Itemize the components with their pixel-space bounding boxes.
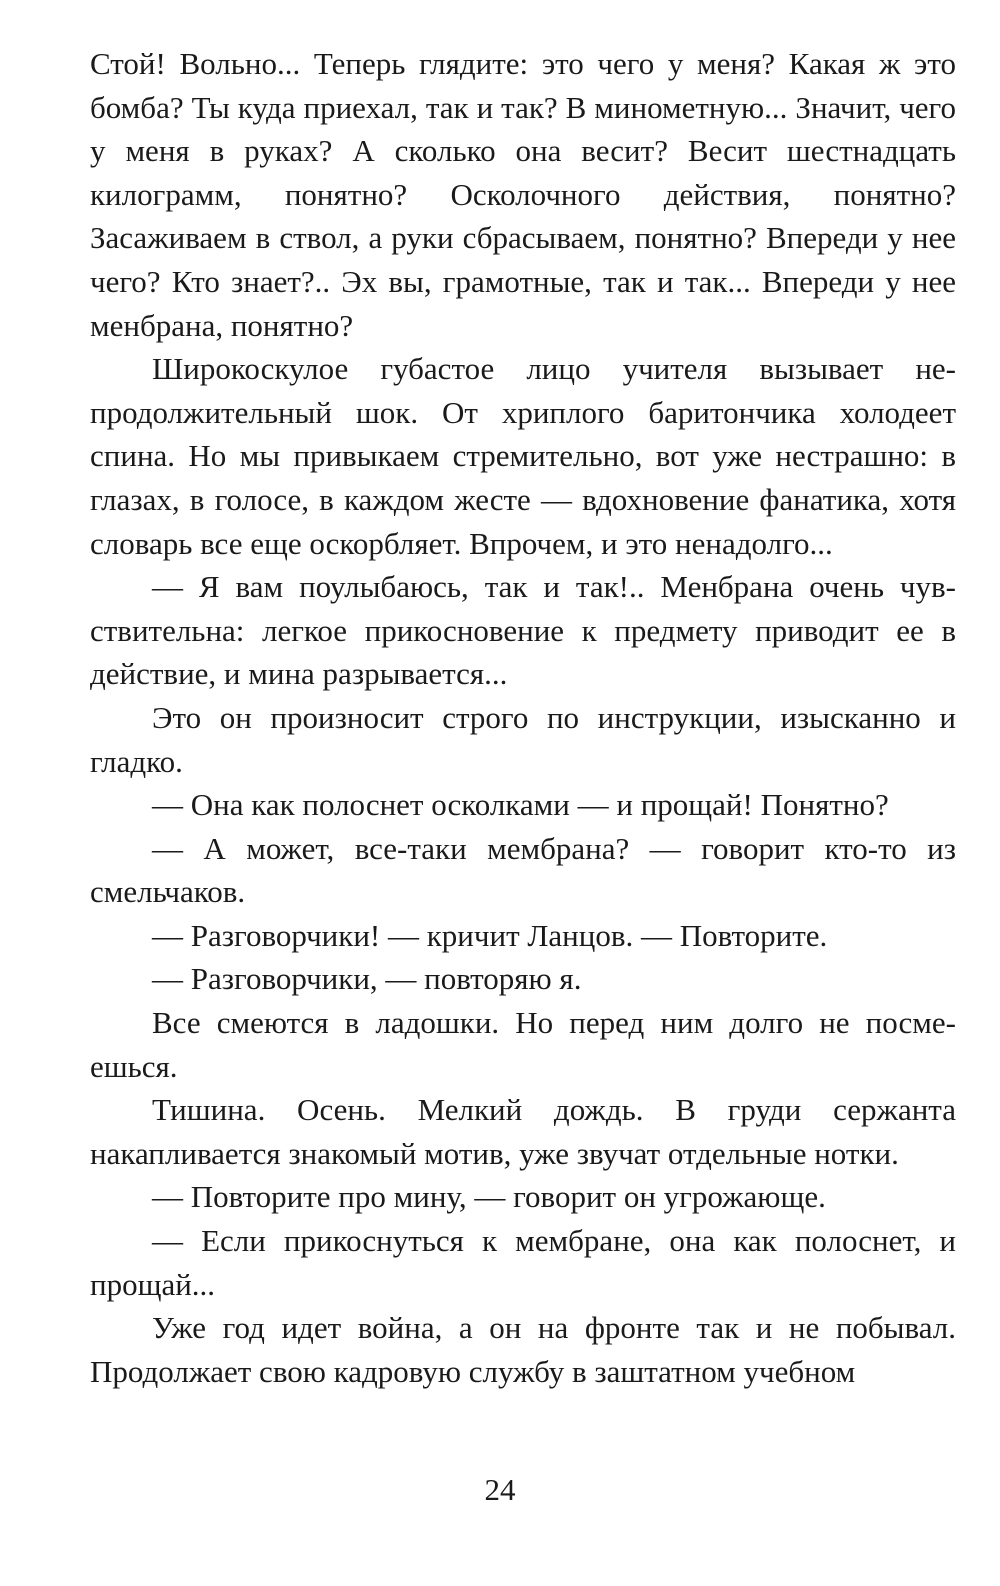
paragraph-12: — Если прикоснуться к мембране, она как полоснет, и прощай... (90, 1223, 956, 1302)
paragraph-10: Тишина. Осень. Мелкий дождь. В груди сержанта накапливается знакомый мотив, уже звучат отдельные нотки. (90, 1092, 956, 1171)
paragraph-4: Это он произносит строго по инструкции, изысканно и гладко. (90, 699, 956, 779)
paragraph-3: — Я вам поулыбаюсь, так и так!.. Менбрана очень чувствительна: легкое прикосновение к предмету приводит ее в действие, и мина разрывается... (90, 569, 956, 692)
paragraph-1: Стой! Вольно... Теперь глядите: это чего у меня? Какая ж это бомба? Ты куда приехал, так и так? В минометную... Значит, чего у меня в руках? А сколько она весит? Весит шестнадцать килограмм, понятно? Осколочного действия, понятно? Засаживаем в ствол, а руки сбрасываем, понятно? Впереди у нее чего? Кто знает?.. Эх вы, грамотные, так и так... Впереди у нее менбрана, понятно? (90, 46, 956, 343)
paragraph-11: — Повторите про мину, — говорит он угрожающе. (152, 1179, 826, 1215)
paragraph-8: — Разговорчики, — повторяю я. (152, 961, 582, 997)
paragraph-13: Уже год идет война, а он на фронте так и не побывал. Продолжает свою кадровую службу в заштатном учебном (90, 1310, 956, 1389)
paragraph-7: — Разговорчики! — кричит Ланцов. — Повторите. (152, 917, 828, 953)
page-number: 24 (484, 1472, 516, 1507)
paragraph-5: — Она как полоснет осколками — и прощай! Понятно? (152, 787, 889, 823)
page-body (90, 42, 956, 1393)
paragraph-6: — А может, все-таки мембрана? — говорит кто-то из смельчаков. (90, 830, 956, 910)
paragraph-9: Все смеются в ладошки. Но перед ним долго не посмеешься. (90, 1005, 956, 1084)
paragraph-2: Широкоскулое губастое лицо учителя вызывает непродолжительный шок. От хриплого баритончика холодеет спина. Но мы привыкаем стремительно, вот уже нестрашно: в глазах, в голосе, в каждом жесте — вдохновение фанатика, хотя словарь все еще оскорбляет. Впрочем, и это ненадолго... (90, 351, 956, 561)
